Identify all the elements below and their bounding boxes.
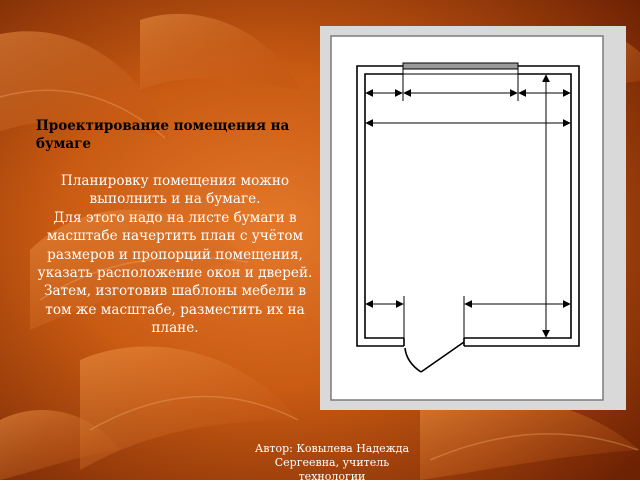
slide-body-text <box>34 172 316 338</box>
body-line-2: Для этого надо на листе бумаги в масштабе начертить план с учётом размеров и пропорций помещения, указать расположение окон и дверей. <box>37 209 313 282</box>
body-line-1: Планировку помещения можно выполнить и на бумаге. <box>60 173 290 208</box>
window <box>403 63 518 69</box>
author-footer <box>232 442 432 484</box>
footer-line-2: Сергеевна, учитель <box>274 456 390 469</box>
room-plan-drawing <box>320 26 626 410</box>
slide-title: Проектирование помещения на бумаге <box>36 118 290 152</box>
body-line-3: Затем, изготовив шаблоны мебели в том же масштабе, разместить их на плане. <box>44 283 306 337</box>
footer-line-1: Автор: Ковылева Надежда <box>254 442 410 455</box>
footer-line-3: технологии <box>298 470 366 483</box>
